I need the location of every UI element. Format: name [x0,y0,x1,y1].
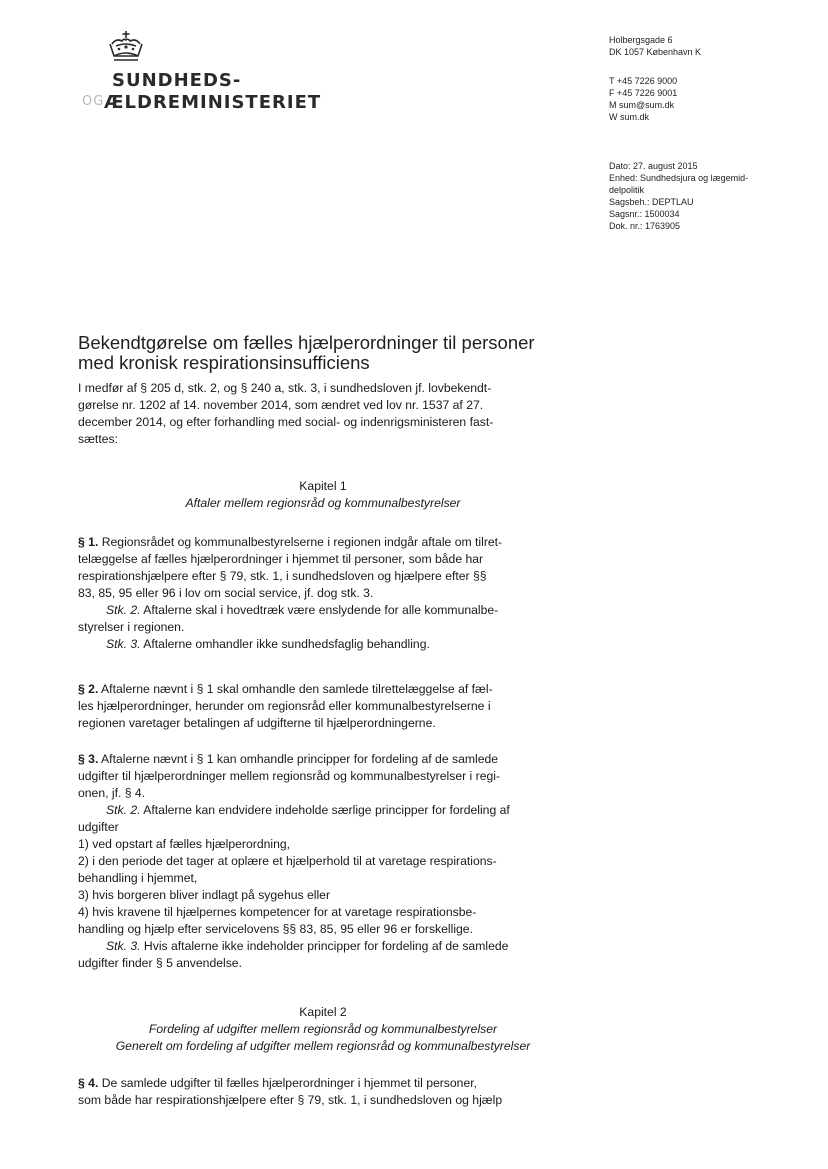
section-3-item-1: 1) ved opstart af fælles hjælperordning, [78,837,291,851]
ministry-line-1: SUNDHEDS- [112,70,242,91]
chapter-1-heading [78,478,568,512]
meta-date: Dato: 27. august 2015 [609,161,698,171]
case-meta [609,160,748,232]
section-2-number: § 2. [78,682,99,696]
section-3-stk3-line-2: udgifter finder § 5 anvendelse. [78,956,242,970]
preamble-line-2: gørelse nr. 1202 af 14. november 2014, som ændret ved lov nr. 1537 af 27. [78,398,484,412]
section-3-line-3: onen, jf. § 4. [78,786,146,800]
section-1-line-1: Regionsrådet og kommunalbestyrelserne i regionen indgår aftale om tilret- [98,535,503,549]
section-3-line-2: udgifter til hjælperordninger mellem regionsråd og kommunalbestyrelser i regi- [78,769,501,783]
section-4 [78,1075,568,1109]
title-line-1: Bekendtgørelse om fælles hjælperordninger til personer [78,332,535,353]
document-title [78,333,598,373]
section-2-line-1: Aftalerne nævnt i § 1 skal omhandle den samlede tilrettelæggelse af fæl- [98,682,493,696]
section-3-line-1: Aftalerne nævnt i § 1 kan omhandle principper for fordeling af de samlede [98,752,499,766]
preamble-line-1: I medfør af § 205 d, stk. 2, og § 240 a, stk. 3, i sundhedsloven jf. lovbekendt- [78,381,492,395]
section-3-item-4b: handling og hjælp efter servicelovens §§ 83, 85, 95 eller 96 er forskellige. [78,922,473,936]
section-1 [78,534,568,653]
meta-doc-number: Dok. nr.: 1763905 [609,221,681,231]
chapter-2-title: Kapitel 2 [299,1005,347,1019]
contact-web: W sum.dk [609,112,650,122]
chapter-1-subtitle: Aftaler mellem regionsråd og kommunalbestyrelser [185,496,461,510]
section-3 [78,751,568,972]
section-1-line-4: 83, 85, 95 eller 96 i lov om social service, jf. dog stk. 3. [78,586,374,600]
section-3-item-2a: 2) i den periode det tager at oplære et hjælperhold til at varetage respirations- [78,854,497,868]
section-4-line-2: som både har respirationshjælpere efter § 79, stk. 1, i sundhedsloven og hjælp [78,1093,503,1107]
section-3-item-4a: 4) hvis kravene til hjælpernes kompetencer for at varetage respirationsbe- [78,905,477,919]
contact-fax: F +45 7226 9001 [609,88,678,98]
preamble-line-4: sættes: [78,432,118,446]
contact-block [609,75,677,123]
section-1-stk2-line-1: Aftalerne skal i hovedtræk være enslydende for alle kommunalbe- [140,603,499,617]
section-2-line-2: les hjælperordninger, herunder om regionsråd eller kommunalbestyrelserne i [78,699,491,713]
section-3-item-2b: behandling i hjemmet, [78,871,198,885]
preamble [78,380,568,448]
section-1-stk3-line-1: Aftalerne omhandler ikke sundhedsfaglig behandling. [140,637,430,651]
crown-icon [106,30,146,66]
section-4-line-1: De samlede udgifter til fælles hjælperordninger i hjemmet til personer, [98,1076,478,1090]
meta-caseworker: Sagsbeh.: DEPTLAU [609,197,694,207]
section-1-line-2: telæggelse af fælles hjælperordninger i hjemmet til personer, som både har [78,552,484,566]
meta-unit-1: Enhed: Sundhedsjura og lægemid- [609,173,749,183]
chapter-1-title: Kapitel 1 [299,479,347,493]
section-2-line-3: regionen varetager betalingen af udgifterne til hjælperordningerne. [78,716,436,730]
section-3-item-3: 3) hvis borgeren bliver indlagt på sygehus eller [78,888,331,902]
meta-unit-2: delpolitik [609,185,645,195]
section-2 [78,681,568,732]
section-3-number: § 3. [78,752,99,766]
preamble-line-3: december 2014, og efter forhandling med social- og indenrigsministeren fast- [78,415,494,429]
ministry-og: OG [82,94,105,109]
chapter-2-subtitle-2: Generelt om fordeling af udgifter mellem regionsråd og kommunalbestyrelser [115,1039,531,1053]
section-1-stk2-line-2: styrelser i regionen. [78,620,185,634]
section-1-stk3-label: Stk. 3. [106,637,141,651]
section-3-stk2-line-1: Aftalerne kan endvidere indeholde særlige principper for fordeling af [140,803,510,817]
title-line-2: med kronisk respirationsinsufficiens [78,352,370,373]
section-3-stk2-line-2: udgifter [78,820,119,834]
meta-case-number: Sagsnr.: 1500034 [609,209,680,219]
ministry-line-2: ÆLDREMINISTERIET [104,92,322,113]
chapter-2-heading [78,1004,568,1055]
section-4-number: § 4. [78,1076,99,1090]
address-street: Holbergsgade 6 [609,35,673,45]
chapter-2-subtitle-1: Fordeling af udgifter mellem regionsråd og kommunalbestyrelser [148,1022,498,1036]
section-3-stk2-label: Stk. 2. [106,803,141,817]
contact-mail: M sum@sum.dk [609,100,675,110]
address-block [609,34,701,58]
section-1-number: § 1. [78,535,99,549]
section-1-line-3: respirationshjælpere efter § 79, stk. 1, i sundhedsloven og hjælpere efter §§ [78,569,487,583]
address-city: DK 1057 København K [609,47,702,57]
contact-phone: T +45 7226 9000 [609,76,678,86]
section-3-stk3-label: Stk. 3. [106,939,141,953]
section-1-stk2-label: Stk. 2. [106,603,141,617]
section-3-stk3-line-1: Hvis aftalerne ikke indeholder principper for fordeling af de samlede [140,939,509,953]
